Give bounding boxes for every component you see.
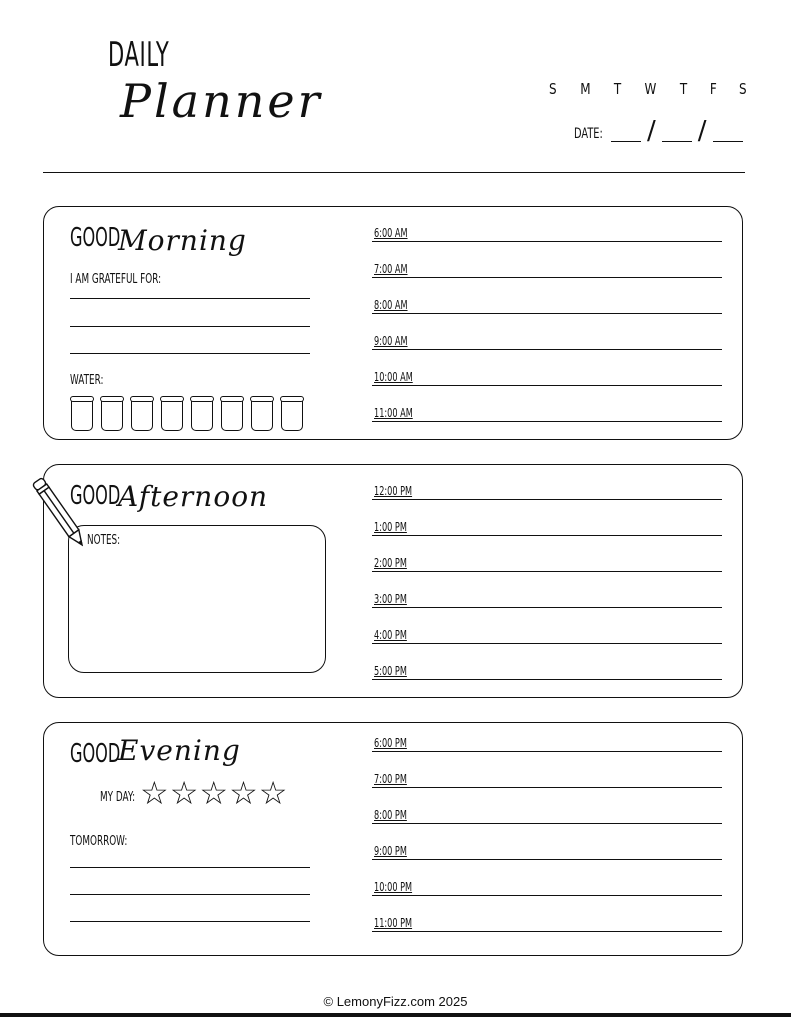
header-divider [43,172,745,173]
star-icon[interactable]: ☆ [169,774,199,812]
time-slot-line[interactable] [372,895,722,896]
time-slot-line[interactable] [372,241,722,242]
myday-label: MY DAY: [100,790,136,805]
grateful-label: I AM GRATEFUL FOR: [70,272,162,287]
time-slot-line[interactable] [372,277,722,278]
notes-label: NOTES: [87,533,121,548]
water-cup-icon[interactable] [71,397,93,431]
time-slot-line[interactable] [372,499,722,500]
notes-box[interactable] [68,525,326,673]
time-slot-line[interactable] [372,859,722,860]
weekday-sun[interactable]: S [548,80,557,98]
time-slot-label: 12:00 PM [374,484,413,498]
water-cup-icon[interactable] [221,397,243,431]
weekday-fri[interactable]: F [709,80,717,98]
time-slot-line[interactable] [372,421,722,422]
water-tracker [71,397,303,431]
time-slot-label: 7:00 PM [374,772,407,786]
time-slot-label: 2:00 PM [374,556,407,570]
time-slot-line[interactable] [372,643,722,644]
morning-section [43,206,743,440]
tomorrow-line-1[interactable] [70,867,310,868]
evening-greeting: Evening [118,734,241,767]
weekday-thu[interactable]: T [679,80,687,98]
footer-copyright: © LemonyFizz.com 2025 [323,994,468,1009]
time-slot-label: 4:00 PM [374,628,407,642]
time-slot-label: 11:00 AM [374,406,413,420]
star-icon[interactable]: ☆ [140,774,169,812]
weekday-tue[interactable]: T [613,80,621,98]
bottom-border [0,1013,791,1017]
date-separator: / [647,116,656,146]
evening-good: GOOD [70,739,121,769]
time-slot-label: 6:00 PM [374,736,407,750]
date-field [574,116,746,146]
time-slot-line[interactable] [372,535,722,536]
title-daily: DAILY [108,35,170,75]
grateful-line-3[interactable] [70,353,310,354]
time-slot-label: 9:00 AM [374,334,408,348]
date-separator: / [697,116,707,146]
date-year-blank[interactable] [713,125,743,142]
water-cup-icon[interactable] [281,397,303,431]
weekday-mon[interactable]: M [579,80,591,98]
date-label: DATE: [574,126,603,142]
time-slot-label: 8:00 PM [374,808,407,822]
time-slot-label: 11:00 PM [374,916,413,930]
morning-greeting: Morning [118,224,247,257]
time-slot-line[interactable] [372,313,722,314]
time-slot-line[interactable] [372,823,722,824]
time-slot-label: 5:00 PM [374,664,407,678]
time-slot-line[interactable] [372,349,722,350]
time-slot-label: 6:00 AM [374,226,408,240]
time-slot-line[interactable] [372,931,722,932]
star-icon[interactable]: ☆ [258,774,288,812]
time-slot-label: 3:00 PM [374,592,407,606]
water-cup-icon[interactable] [251,397,273,431]
pencil-icon [26,470,92,554]
tomorrow-line-2[interactable] [70,894,310,895]
water-cup-icon[interactable] [131,397,153,431]
time-slot-line[interactable] [372,385,722,386]
time-slot-line[interactable] [372,571,722,572]
weekday-sat[interactable]: S [739,80,747,98]
title-planner: Planner [120,74,323,128]
date-month-blank[interactable] [611,125,641,142]
weekday-wed[interactable]: W [644,80,657,98]
myday-rating [140,774,288,812]
tomorrow-line-3[interactable] [70,921,310,922]
time-slot-line[interactable] [372,751,722,752]
star-icon[interactable]: ☆ [199,774,229,812]
water-label: WATER: [70,373,104,388]
time-slot-line[interactable] [372,607,722,608]
time-slot-label: 1:00 PM [374,520,407,534]
water-cup-icon[interactable] [101,397,123,431]
morning-good: GOOD [70,223,121,253]
date-day-blank[interactable] [662,125,692,142]
afternoon-good: GOOD [70,481,121,511]
time-slot-label: 10:00 PM [374,880,413,894]
grateful-line-1[interactable] [70,298,310,299]
weekday-selector [548,80,748,98]
water-cup-icon[interactable] [161,397,183,431]
grateful-line-2[interactable] [70,326,310,327]
tomorrow-label: TOMORROW: [70,834,128,849]
time-slot-label: 7:00 AM [374,262,408,276]
afternoon-greeting: Afternoon [118,480,269,513]
evening-section [43,722,743,956]
star-icon[interactable]: ☆ [229,774,258,812]
water-cup-icon[interactable] [191,397,213,431]
time-slot-label: 9:00 PM [374,844,407,858]
time-slot-line[interactable] [372,787,722,788]
time-slot-line[interactable] [372,679,722,680]
afternoon-section [43,464,743,698]
time-slot-label: 10:00 AM [374,370,413,384]
time-slot-label: 8:00 AM [374,298,408,312]
